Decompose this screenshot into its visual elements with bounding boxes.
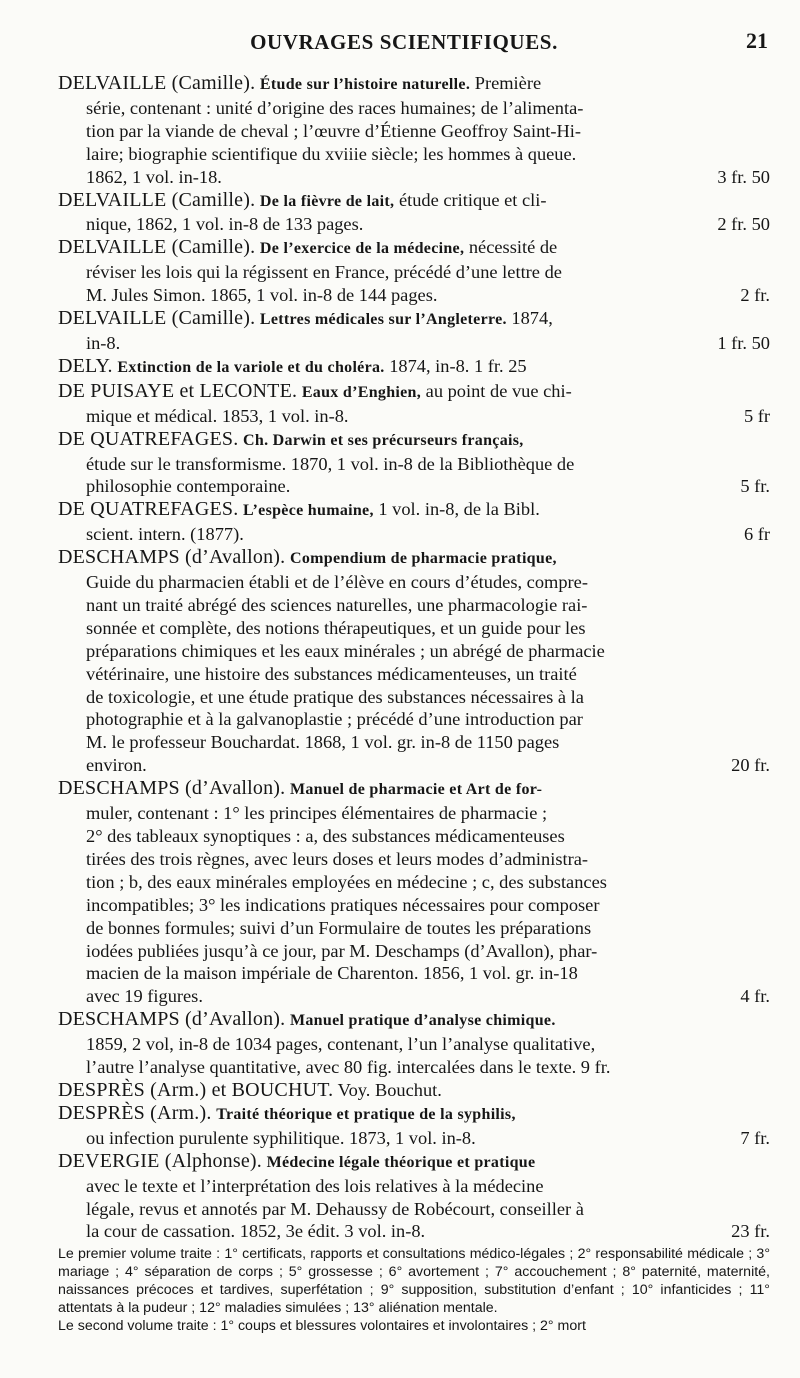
entry-price-row bbox=[58, 1220, 770, 1243]
entry-line: étude sur le transformisme. 1870, 1 vol. in-8 de la Bibliothèque de bbox=[86, 453, 575, 474]
entry-author: DE PUISAYE et LECONTE. bbox=[58, 379, 298, 402]
entry-author: DELVAILLE (Camille). bbox=[58, 236, 256, 259]
entry-price: 23 fr. bbox=[731, 1221, 770, 1242]
footnote-text: Le second volume traite : 1° coups et blessures volontaires et involontaires ; 2° mort bbox=[58, 1318, 586, 1335]
entry-first-line bbox=[58, 189, 770, 214]
entry-line: tirées des trois règnes, avec leurs doses et leurs modes d’administra- bbox=[86, 848, 589, 869]
page-title: OUVRAGES SCIENTIFIQUES. bbox=[250, 30, 558, 54]
entry-line: tion ; b, des eaux minérales employées en médecine ; c, des substances bbox=[86, 871, 607, 892]
entry-line: vétérinaire, une histoire des substances médicamenteuses, un traité bbox=[86, 663, 577, 684]
entry-price-row bbox=[58, 985, 770, 1008]
entry-line: nant un traité abrégé des sciences naturelles, une pharmacologie rai- bbox=[86, 594, 588, 615]
entry-first-line bbox=[58, 1008, 770, 1033]
entry-title: De la fièvre de lait, bbox=[259, 192, 395, 210]
entry-author: DELVAILLE (Camille). bbox=[58, 72, 256, 94]
entry-price: 6 fr bbox=[743, 524, 770, 545]
entry-line: macien de la maison impériale de Charenton. 1856, 1 vol. gr. in-18 bbox=[86, 963, 578, 984]
entry-text: avec 19 figures. bbox=[86, 986, 203, 1007]
entry-first-line bbox=[58, 428, 770, 453]
catalog-entries bbox=[58, 72, 770, 1335]
entry-price-row bbox=[58, 754, 770, 777]
entry-first-line bbox=[58, 236, 770, 261]
catalog-entry bbox=[58, 307, 770, 355]
entry-title: Extinction de la variole et du choléra. bbox=[117, 358, 385, 376]
entry-title: Manuel de pharmacie et Art de for- bbox=[289, 781, 543, 799]
entry-text: nécessité de bbox=[468, 237, 558, 258]
catalog-entry bbox=[58, 1102, 770, 1150]
entry-text: mique et médical. 1853, 1 vol. in-8. bbox=[86, 405, 349, 426]
entry-title: Lettres médicales sur l’Angleterre. bbox=[259, 311, 507, 329]
entry-price: 20 fr. bbox=[731, 755, 770, 776]
entry-text: 1874, in-8. 1 fr. 25 bbox=[389, 355, 527, 376]
entry-text: philosophie contemporaine. bbox=[86, 476, 291, 497]
entry-author: DELVAILLE (Camille). bbox=[58, 307, 256, 330]
catalog-entry bbox=[58, 355, 770, 380]
catalog-entry bbox=[58, 428, 770, 499]
entry-line: Guide du pharmacien établi et de l’élève en cours d’études, compre- bbox=[86, 572, 588, 593]
catalog-entry bbox=[58, 1008, 770, 1079]
entry-first-line bbox=[58, 1150, 770, 1175]
entry-title: Étude sur l’histoire naturelle. bbox=[259, 76, 471, 93]
entry-line: l’autre l’analyse quantitative, avec 80 fig. intercalées dans le texte. 9 fr. bbox=[86, 1057, 611, 1078]
footnote-text: Le premier volume traite : 1° certificats, rapports et consultations médico-légales ; 2° responsabilité médicale ; 3° mariage ; 4° séparation de corps ; 5° grossesse ; 6° avortement ; 7° accouchement ; 8° paternité, maternité, naissances précoces et tardives, superfétation ; 9° supposition, substitution d’enfant ; 10° infanticides ; 11° attentats à la pudeur ; 12° maladies simulées ; 13° aliénation mentale. bbox=[58, 1246, 770, 1317]
entry-title: Traité théorique et pratique de la syphilis, bbox=[216, 1105, 516, 1123]
entry-first-line bbox=[58, 380, 770, 405]
entry-text: au point de vue chi- bbox=[425, 380, 572, 401]
entry-text: nique, 1862, 1 vol. in-8 de 133 pages. bbox=[86, 214, 364, 235]
catalog-entry bbox=[58, 189, 770, 237]
entry-text: 1874, bbox=[511, 308, 553, 329]
entry-author: DELVAILLE (Camille). bbox=[58, 188, 256, 211]
entry-first-line bbox=[58, 1102, 770, 1127]
entry-title: L’espèce humaine, bbox=[243, 502, 374, 520]
entry-price-row bbox=[58, 475, 770, 498]
entry-title: Compendium de pharmacie pratique, bbox=[289, 550, 557, 568]
entry-text: 1862, 1 vol. in-18. bbox=[86, 166, 222, 187]
catalog-entry bbox=[58, 777, 770, 1008]
entry-price: 2 fr. bbox=[740, 285, 770, 306]
entry-title: Manuel pratique d’analyse chimique. bbox=[289, 1012, 556, 1030]
entry-first-line bbox=[58, 307, 770, 332]
entry-price: 5 fr bbox=[743, 405, 770, 426]
entry-title: Médecine légale théorique et pratique bbox=[266, 1153, 536, 1171]
entry-line: M. le professeur Bouchardat. 1868, 1 vol. gr. in-8 de 1150 pages bbox=[86, 732, 560, 753]
entry-line: légale, revus et annotés par M. Dehaussy de Robécourt, conseiller à bbox=[86, 1198, 584, 1219]
entry-price-row bbox=[58, 1127, 770, 1150]
entry-price: 3 fr. 50 bbox=[717, 166, 770, 187]
entry-author: DESCHAMPS (d’Avallon). bbox=[58, 777, 286, 800]
entry-first-line bbox=[58, 355, 770, 380]
catalog-entry bbox=[58, 546, 770, 777]
entry-author: DESCHAMPS (d’Avallon). bbox=[58, 1008, 286, 1031]
entry-price: 5 fr. bbox=[740, 476, 770, 497]
entry-first-line bbox=[58, 498, 770, 523]
entry-price-row bbox=[58, 284, 770, 307]
entry-line: sonnée et complète, des notions thérapeutiques, et un guide pour les bbox=[86, 617, 586, 638]
footnotes bbox=[58, 1245, 770, 1335]
entry-title: De l’exercice de la médecine, bbox=[259, 240, 465, 258]
entry-line: photographie et à la galvanoplastie ; précédé d’une introduction par bbox=[86, 709, 583, 730]
page-number: 21 bbox=[746, 28, 768, 53]
entry-first-line bbox=[58, 1079, 770, 1102]
running-header bbox=[40, 30, 768, 56]
entry-title: Ch. Darwin et ses précurseurs français, bbox=[243, 431, 524, 449]
entry-line: tion par la viande de cheval ; l’œuvre d’Étienne Geoffroy Saint-Hi- bbox=[86, 120, 582, 141]
entry-price: 2 fr. 50 bbox=[717, 214, 770, 235]
catalog-entry bbox=[58, 380, 770, 428]
entry-first-line bbox=[58, 777, 770, 802]
entry-title: Eaux d’Enghien, bbox=[301, 383, 422, 401]
entry-text: la cour de cassation. 1852, 3e édit. 3 vol. in-8. bbox=[86, 1221, 426, 1242]
entry-line: série, contenant : unité d’origine des races humaines; de l’alimenta- bbox=[86, 97, 584, 118]
catalog-entry bbox=[58, 498, 770, 546]
entry-text: Voy. Bouchut. bbox=[337, 1079, 442, 1100]
entry-text: in-8. bbox=[86, 332, 121, 353]
entry-price: 7 fr. bbox=[740, 1127, 770, 1148]
entry-price-row bbox=[58, 523, 770, 546]
entry-text: étude critique et cli- bbox=[398, 189, 547, 210]
catalog-entry bbox=[58, 236, 770, 307]
entry-author: DESPRÈS (Arm.) et BOUCHUT. bbox=[58, 1078, 334, 1101]
entry-first-line bbox=[58, 546, 770, 571]
entry-author: DESPRÈS (Arm.). bbox=[58, 1101, 212, 1124]
entry-author: DEVERGIE (Alphonse). bbox=[58, 1149, 262, 1172]
entry-price-row bbox=[58, 166, 770, 189]
entry-line: iodées publiées jusqu’à ce jour, par M. Deschamps (d’Avallon), phar- bbox=[86, 940, 598, 961]
entry-first-line bbox=[58, 72, 770, 97]
entry-author: DELY. bbox=[58, 354, 113, 377]
entry-line: de toxicologie, et une étude pratique des substances nécessaires à la bbox=[86, 686, 584, 707]
catalog-entry bbox=[58, 1079, 770, 1102]
entry-author: DE QUATREFAGES. bbox=[58, 498, 239, 521]
entry-text: ou infection purulente syphilitique. 1873, 1 vol. in-8. bbox=[86, 1127, 476, 1148]
entry-line: muler, contenant : 1° les principes élémentaires de pharmacie ; bbox=[86, 803, 548, 824]
entry-text: environ. bbox=[86, 755, 147, 776]
entry-price-row bbox=[58, 405, 770, 428]
entry-line: préparations chimiques et les eaux minérales ; un abrégé de pharmacie bbox=[86, 640, 605, 661]
entry-text: Première bbox=[474, 73, 542, 93]
entry-line: 2° des tableaux synoptiques : a, des substances médicamenteuses bbox=[86, 826, 565, 846]
entry-price: 1 fr. 50 bbox=[717, 332, 770, 353]
entry-price-row bbox=[58, 213, 770, 236]
entry-author: DE QUATREFAGES. bbox=[58, 427, 239, 450]
catalog-entry bbox=[58, 1150, 770, 1244]
entry-line: 1859, 2 vol, in-8 de 1034 pages, contenant, l’un l’analyse qualitative, bbox=[86, 1034, 596, 1055]
entry-line: réviser les lois qui la régissent en France, précédé d’une lettre de bbox=[86, 262, 562, 283]
catalog-entry bbox=[58, 72, 770, 189]
entry-line: laire; biographie scientifique du xviiie siècle; les hommes à queue. bbox=[86, 143, 577, 164]
entry-author: DESCHAMPS (d’Avallon). bbox=[58, 546, 286, 569]
entry-text: scient. intern. (1877). bbox=[86, 524, 244, 545]
entry-text: M. Jules Simon. 1865, 1 vol. in-8 de 144 pages. bbox=[86, 285, 438, 306]
entry-line: de bonnes formules; suivi d’un Formulaire de toutes les préparations bbox=[86, 917, 592, 938]
entry-line: avec le texte et l’interprétation des lois relatives à la médecine bbox=[86, 1175, 544, 1196]
entry-price-row bbox=[58, 332, 770, 355]
entry-line: incompatibles; 3° les indications pratiques nécessaires pour composer bbox=[86, 894, 600, 915]
entry-text: 1 vol. in-8, de la Bibl. bbox=[378, 499, 540, 520]
entry-price: 4 fr. bbox=[740, 986, 770, 1007]
